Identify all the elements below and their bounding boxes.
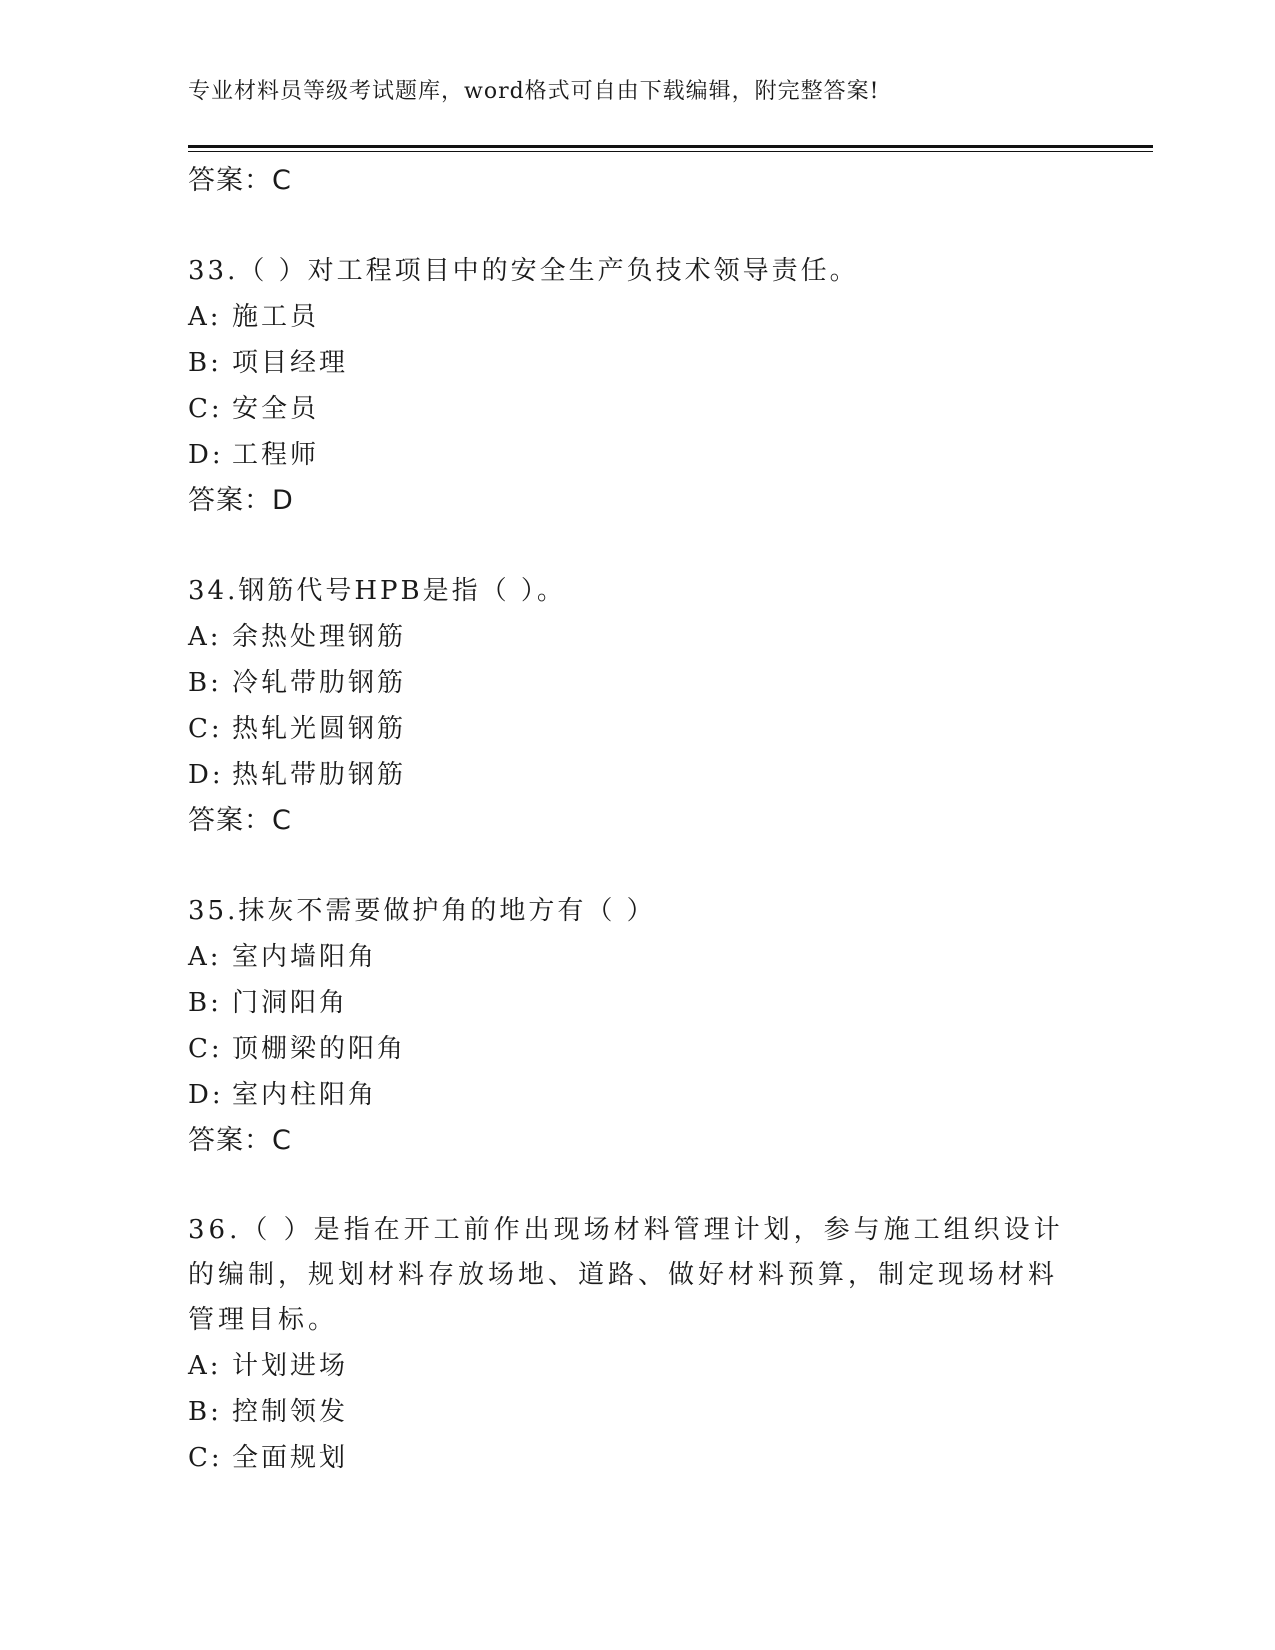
- option-b: B: 冷轧带肋钢筋: [188, 668, 407, 698]
- header-divider: [188, 145, 1153, 152]
- option-d: D: 热轧带肋钢筋: [188, 760, 407, 790]
- page-header: 专业材料员等级考试题库，word格式可自由下载编辑，附完整答案!: [188, 79, 880, 104]
- option-b: B: 控制领发: [188, 1397, 349, 1427]
- answer-line: 答案：C: [188, 1125, 292, 1156]
- question-stem: 36.（ ）是指在开工前作出现场材料管理计划，参与施工组织设计的编制，规划材料存放场地、道路、做好材料预算，制定现场材料管理目标。: [188, 1215, 1064, 1335]
- option-d: D: 工程师: [188, 440, 320, 470]
- answer-line: 答案：C: [188, 165, 292, 196]
- option-c: C: 全面规划: [188, 1443, 349, 1473]
- option-c: C: 热轧光圆钢筋: [188, 714, 407, 744]
- option-b: B: 项目经理: [188, 348, 349, 378]
- option-d: D: 室内柱阳角: [188, 1080, 378, 1110]
- question-33: [188, 248, 1068, 524]
- document-body: [188, 158, 1068, 1481]
- question-stem: 34.钢筋代号HPB是指（ ）。: [188, 576, 566, 606]
- option-c: C: 顶棚梁的阳角: [188, 1034, 407, 1064]
- question-36: [188, 1208, 1068, 1481]
- option-b: B: 门洞阳角: [188, 988, 349, 1018]
- answer-line: 答案：C: [188, 805, 292, 836]
- option-a: A: 余热处理钢筋: [188, 622, 407, 652]
- option-a: A: 计划进场: [188, 1351, 349, 1381]
- question-34: [188, 568, 1068, 844]
- option-a: A: 施工员: [188, 302, 320, 332]
- question-35: [188, 888, 1068, 1164]
- answer-line: 答案：D: [188, 485, 294, 516]
- question-stem: 35.抹灰不需要做护角的地方有（ ）: [188, 896, 656, 926]
- question-stem: 33.（ ）对工程项目中的安全生产负技术领导责任。: [188, 256, 859, 286]
- option-a: A: 室内墙阳角: [188, 942, 378, 972]
- option-c: C: 安全员: [188, 394, 320, 424]
